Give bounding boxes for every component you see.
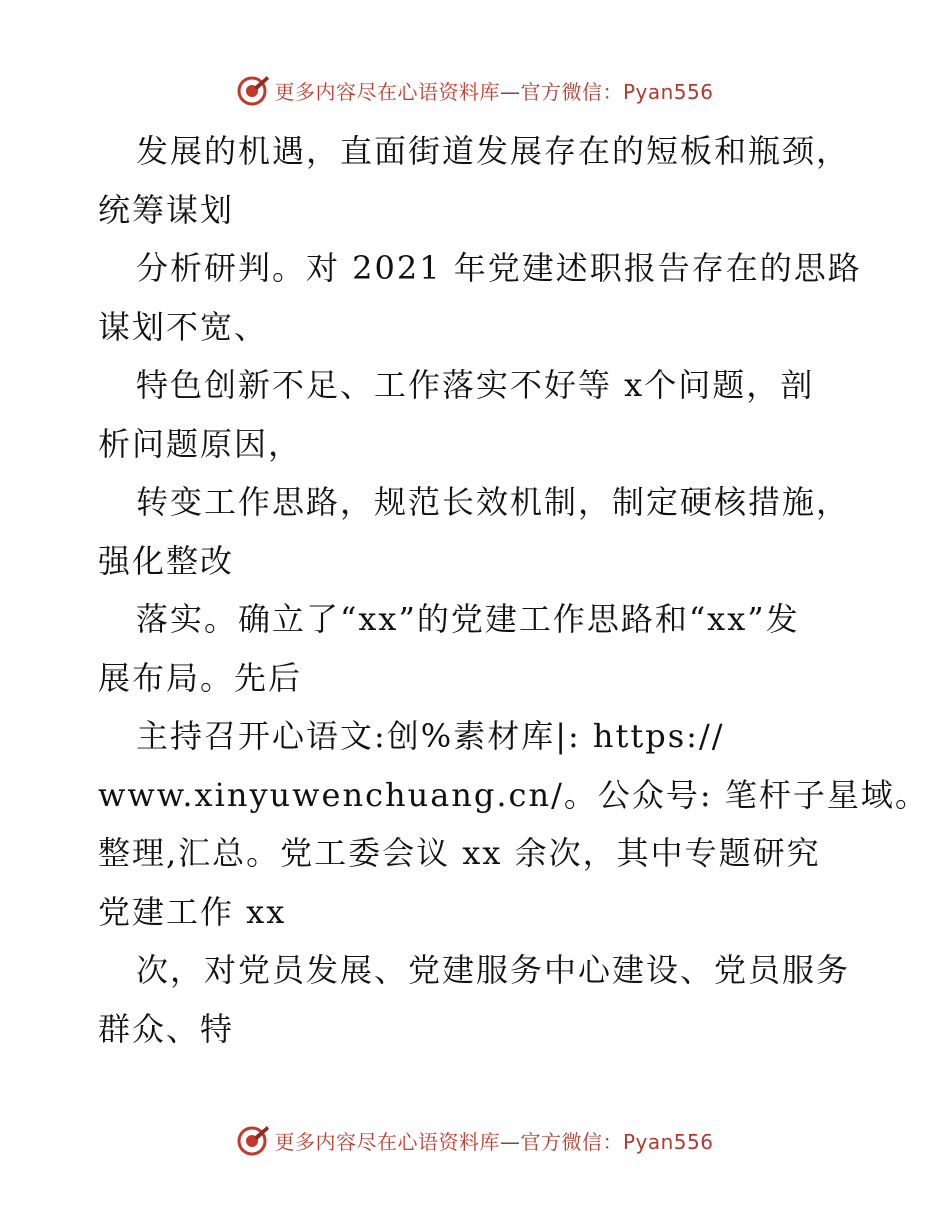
footer-banner-text — [274, 1126, 713, 1155]
footer-banner — [0, 1120, 950, 1160]
footer-banner-sep: — — [499, 1129, 521, 1154]
footer-banner-wechat: 官方微信：Pyan556 — [520, 1129, 714, 1154]
body-text-line: 党建工作 xx — [98, 892, 287, 931]
body-text-line: 次，对党员发展、党建服务中心建设、党员服务 — [136, 951, 851, 989]
body-text-line: 群众、特 — [98, 1009, 235, 1048]
body-text-line: 整理,汇总。党工委会议 xx 余次，其中专题研究 — [98, 834, 821, 872]
document-body — [98, 122, 929, 1058]
body-text-line: 特色创新不足、工作落实不好等 x个问题，剖 — [136, 366, 815, 404]
body-text-line: 统筹谋划 — [98, 190, 235, 229]
body-text-line: www.xinyuwenchuang.cn/。公众号: 笔杆子星域。 — [98, 775, 929, 814]
body-text-line: 析问题原因， — [98, 424, 303, 463]
header-banner-main: 更多内容尽在心语资料库 — [274, 79, 500, 104]
body-text-line: 展布局。先后 — [98, 658, 303, 697]
body-text-line: 主持召开心语文:创%素材库|: https:// — [136, 717, 725, 755]
body-text-line: 转变工作思路，规范长效机制，制定硬核措施， — [136, 483, 851, 521]
header-banner-sep: — — [499, 79, 521, 104]
body-text-line: 分析研判。对 2021 年党建述职报告存在的思路 — [136, 249, 862, 287]
header-banner-text — [274, 76, 713, 105]
body-text-line: 强化整改 — [98, 541, 235, 580]
header-banner-wechat: 官方微信：Pyan556 — [520, 79, 714, 104]
pen-logo-icon — [236, 73, 270, 107]
body-text-line: 落实。确立了“xx”的党建工作思路和“xx”发 — [136, 600, 800, 638]
pen-logo-icon — [236, 1123, 270, 1157]
body-text-line: 谋划不宽、 — [98, 307, 269, 346]
header-banner — [0, 70, 950, 110]
footer-banner-main: 更多内容尽在心语资料库 — [274, 1129, 500, 1154]
body-text-line: 发展的机遇，直面街道发展存在的短板和瓶颈， — [136, 132, 851, 170]
